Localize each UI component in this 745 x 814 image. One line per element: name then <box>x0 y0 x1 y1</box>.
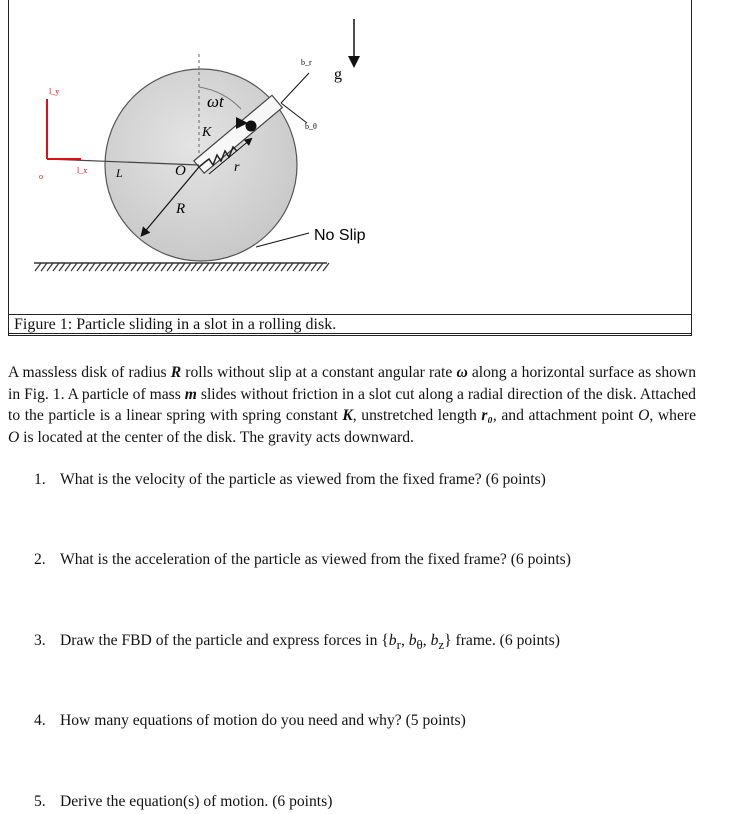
figure-frame <box>8 0 692 334</box>
question-number: 4. <box>34 712 46 729</box>
question-4 <box>34 711 466 731</box>
question-text: How many equations of motion do you need and why? (5 points) <box>60 712 466 729</box>
b-theta-label: b_θ <box>305 122 317 131</box>
question-number: 2. <box>34 551 46 568</box>
b-r-label: b_r <box>301 58 312 67</box>
question-5 <box>34 792 332 812</box>
question-text: Derive the equation(s) of motion. (6 points) <box>60 793 333 810</box>
b-r-vector-line <box>281 73 309 103</box>
ground-hatching <box>35 263 329 271</box>
frame-origin-label: o <box>39 172 43 181</box>
omega-t-label: ωt <box>207 92 224 111</box>
spring-constant-label: K <box>202 125 212 140</box>
question-1 <box>34 470 546 490</box>
frame-ly-label: l_y <box>49 87 60 96</box>
origin-label: O <box>175 163 186 179</box>
r-label: r <box>234 160 240 175</box>
no-slip-label: No Slip <box>314 227 366 244</box>
gravity-label: g <box>334 66 342 83</box>
rolling-disk-figure <box>9 0 693 313</box>
frame-l-label: L <box>116 166 123 180</box>
question-text: What is the velocity of the particle as viewed from the fixed frame? (6 points) <box>60 471 546 488</box>
particle-mass <box>246 121 257 132</box>
question-3 <box>34 631 560 655</box>
question-2 <box>34 550 571 570</box>
question-number: 5. <box>34 793 46 810</box>
question-text: What is the acceleration of the particle as viewed from the fixed frame? (6 points) <box>60 551 571 568</box>
figure-caption: Figure 1: Particle sliding in a slot in a rolling disk. <box>8 314 692 336</box>
radius-label: R <box>176 201 186 217</box>
question-text: Draw the FBD of the particle and express forces in {$b_r$, $b_\theta$, $b_z$} frame. (6 points) <box>60 632 560 653</box>
question-number: 1. <box>34 471 46 488</box>
frame-lx-label: l_x <box>77 166 88 175</box>
problem-statement: A massless disk of radius R rolls without slip at a constant angular rate ω along a horizontal surface as shown in Fig. 1. A particle of mass m slides without friction in a slot cut along a radial direction of the disk. Attached to the particle is a linear spring with spring constant K, unstretched length r₀, and attachment point O, where O is located at the center of the disk. The gravity acts downward. <box>8 364 697 446</box>
question-number: 3. <box>34 632 46 649</box>
